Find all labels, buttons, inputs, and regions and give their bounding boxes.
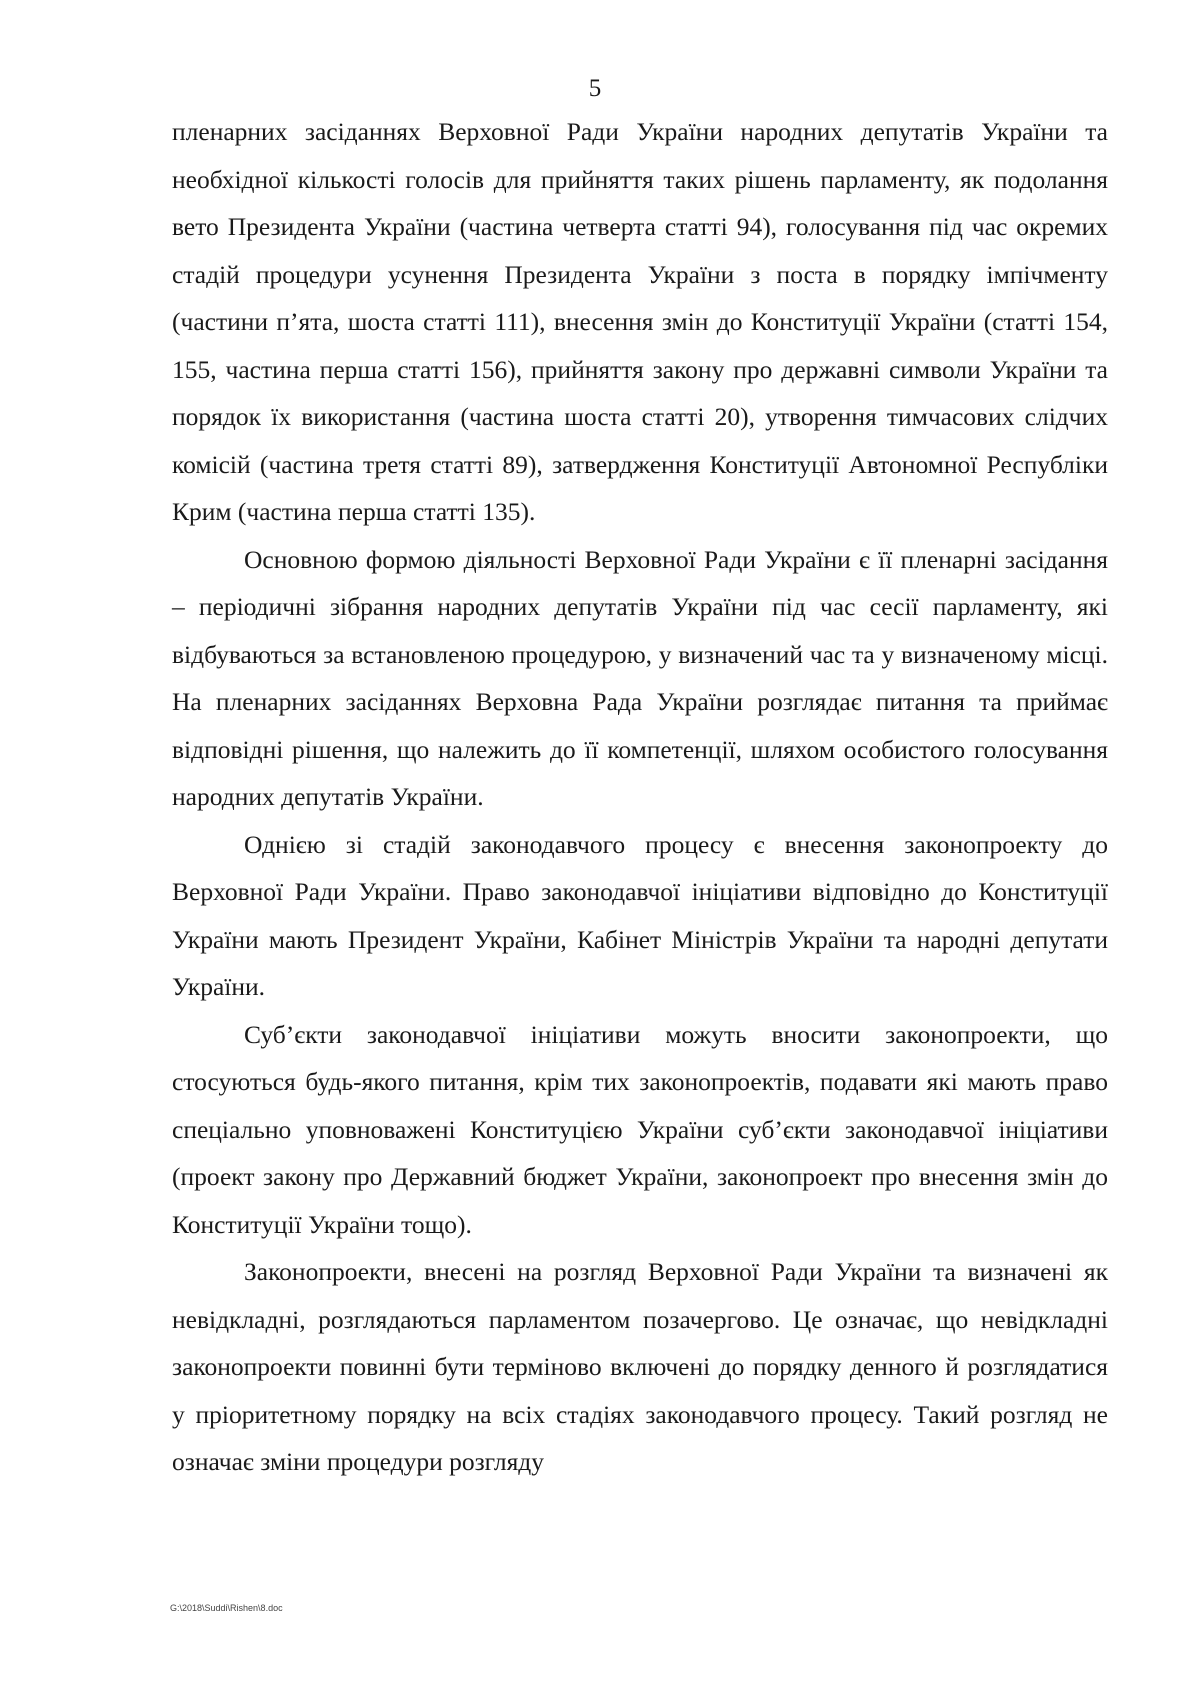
paragraph-plenary-sessions: Основною формою діяльності Верховної Ради України є її пленарні засідання – періодичні зібрання народних депутатів України під час сесії парламенту, які відбуваються за встановленою процедурою, у визначений час та у визначеному місці. На пленарних засіданнях Верховна Рада України розглядає питання та приймає відповідні рішення, що належить до її компетенції, шляхом особистого голосування народних депутатів України. bbox=[172, 544, 1108, 811]
paragraph-urgent-bills: Законопроекти, внесені на розгляд Верховної Ради України та визначені як невідкладні, розглядаються парламентом позачергово. Це означає, що невідкладні законопроекти повинні бути терміново включені до порядку денного й розглядатися у пріоритетному порядку на всіх стадіях законодавчого процесу. Такий розгляд не означає зміни процедури розгляду bbox=[172, 1257, 1108, 1476]
page-number: 5 bbox=[588, 75, 602, 102]
paragraph-legislative-initiative: Однією зі стадій законодавчого процесу є внесення законопроекту до Верховної Ради України. Право законодавчої ініціативи відповідно до Конституції України мають Президент України, Кабінет Міністрів України та народні депутати України. bbox=[172, 829, 1108, 1001]
paragraph-initiative-subjects: Суб’єкти законодавчої ініціативи можуть вносити законопроекти, що стосуються будь-якого питання, крім тих законопроектів, подавати які мають право спеціально уповноважені Конституцією України суб’єкти законодавчої ініціативи (проект закону про Державний бюджет України, законопроект про внесення змін до Конституції України тощо). bbox=[172, 1019, 1108, 1239]
footer-file-path: G:\2018\Suddi\Rishen\8.doc bbox=[170, 1603, 283, 1613]
paragraph-continuation: пленарних засіданнях Верховної Ради України народних депутатів України та необхідної кількості голосів для прийняття таких рішень парламенту, як подолання вето Президента України (частина четверта статті 94), голосування під час окремих стадій процедури усунення Президента України з поста в порядку імпічменту (частини п’ята, шоста статті 111), внесення змін до Конституції України (статті 154, 155, частина перша статті 156), прийняття закону про державні символи України та порядок їх використання (частина шоста статті 20), утворення тимчасових слідчих комісій (частина третя статті 89), затвердження Конституції Автономної Республіки Крим (частина перша статті 135). bbox=[172, 117, 1108, 526]
document-body bbox=[172, 108, 1108, 1486]
